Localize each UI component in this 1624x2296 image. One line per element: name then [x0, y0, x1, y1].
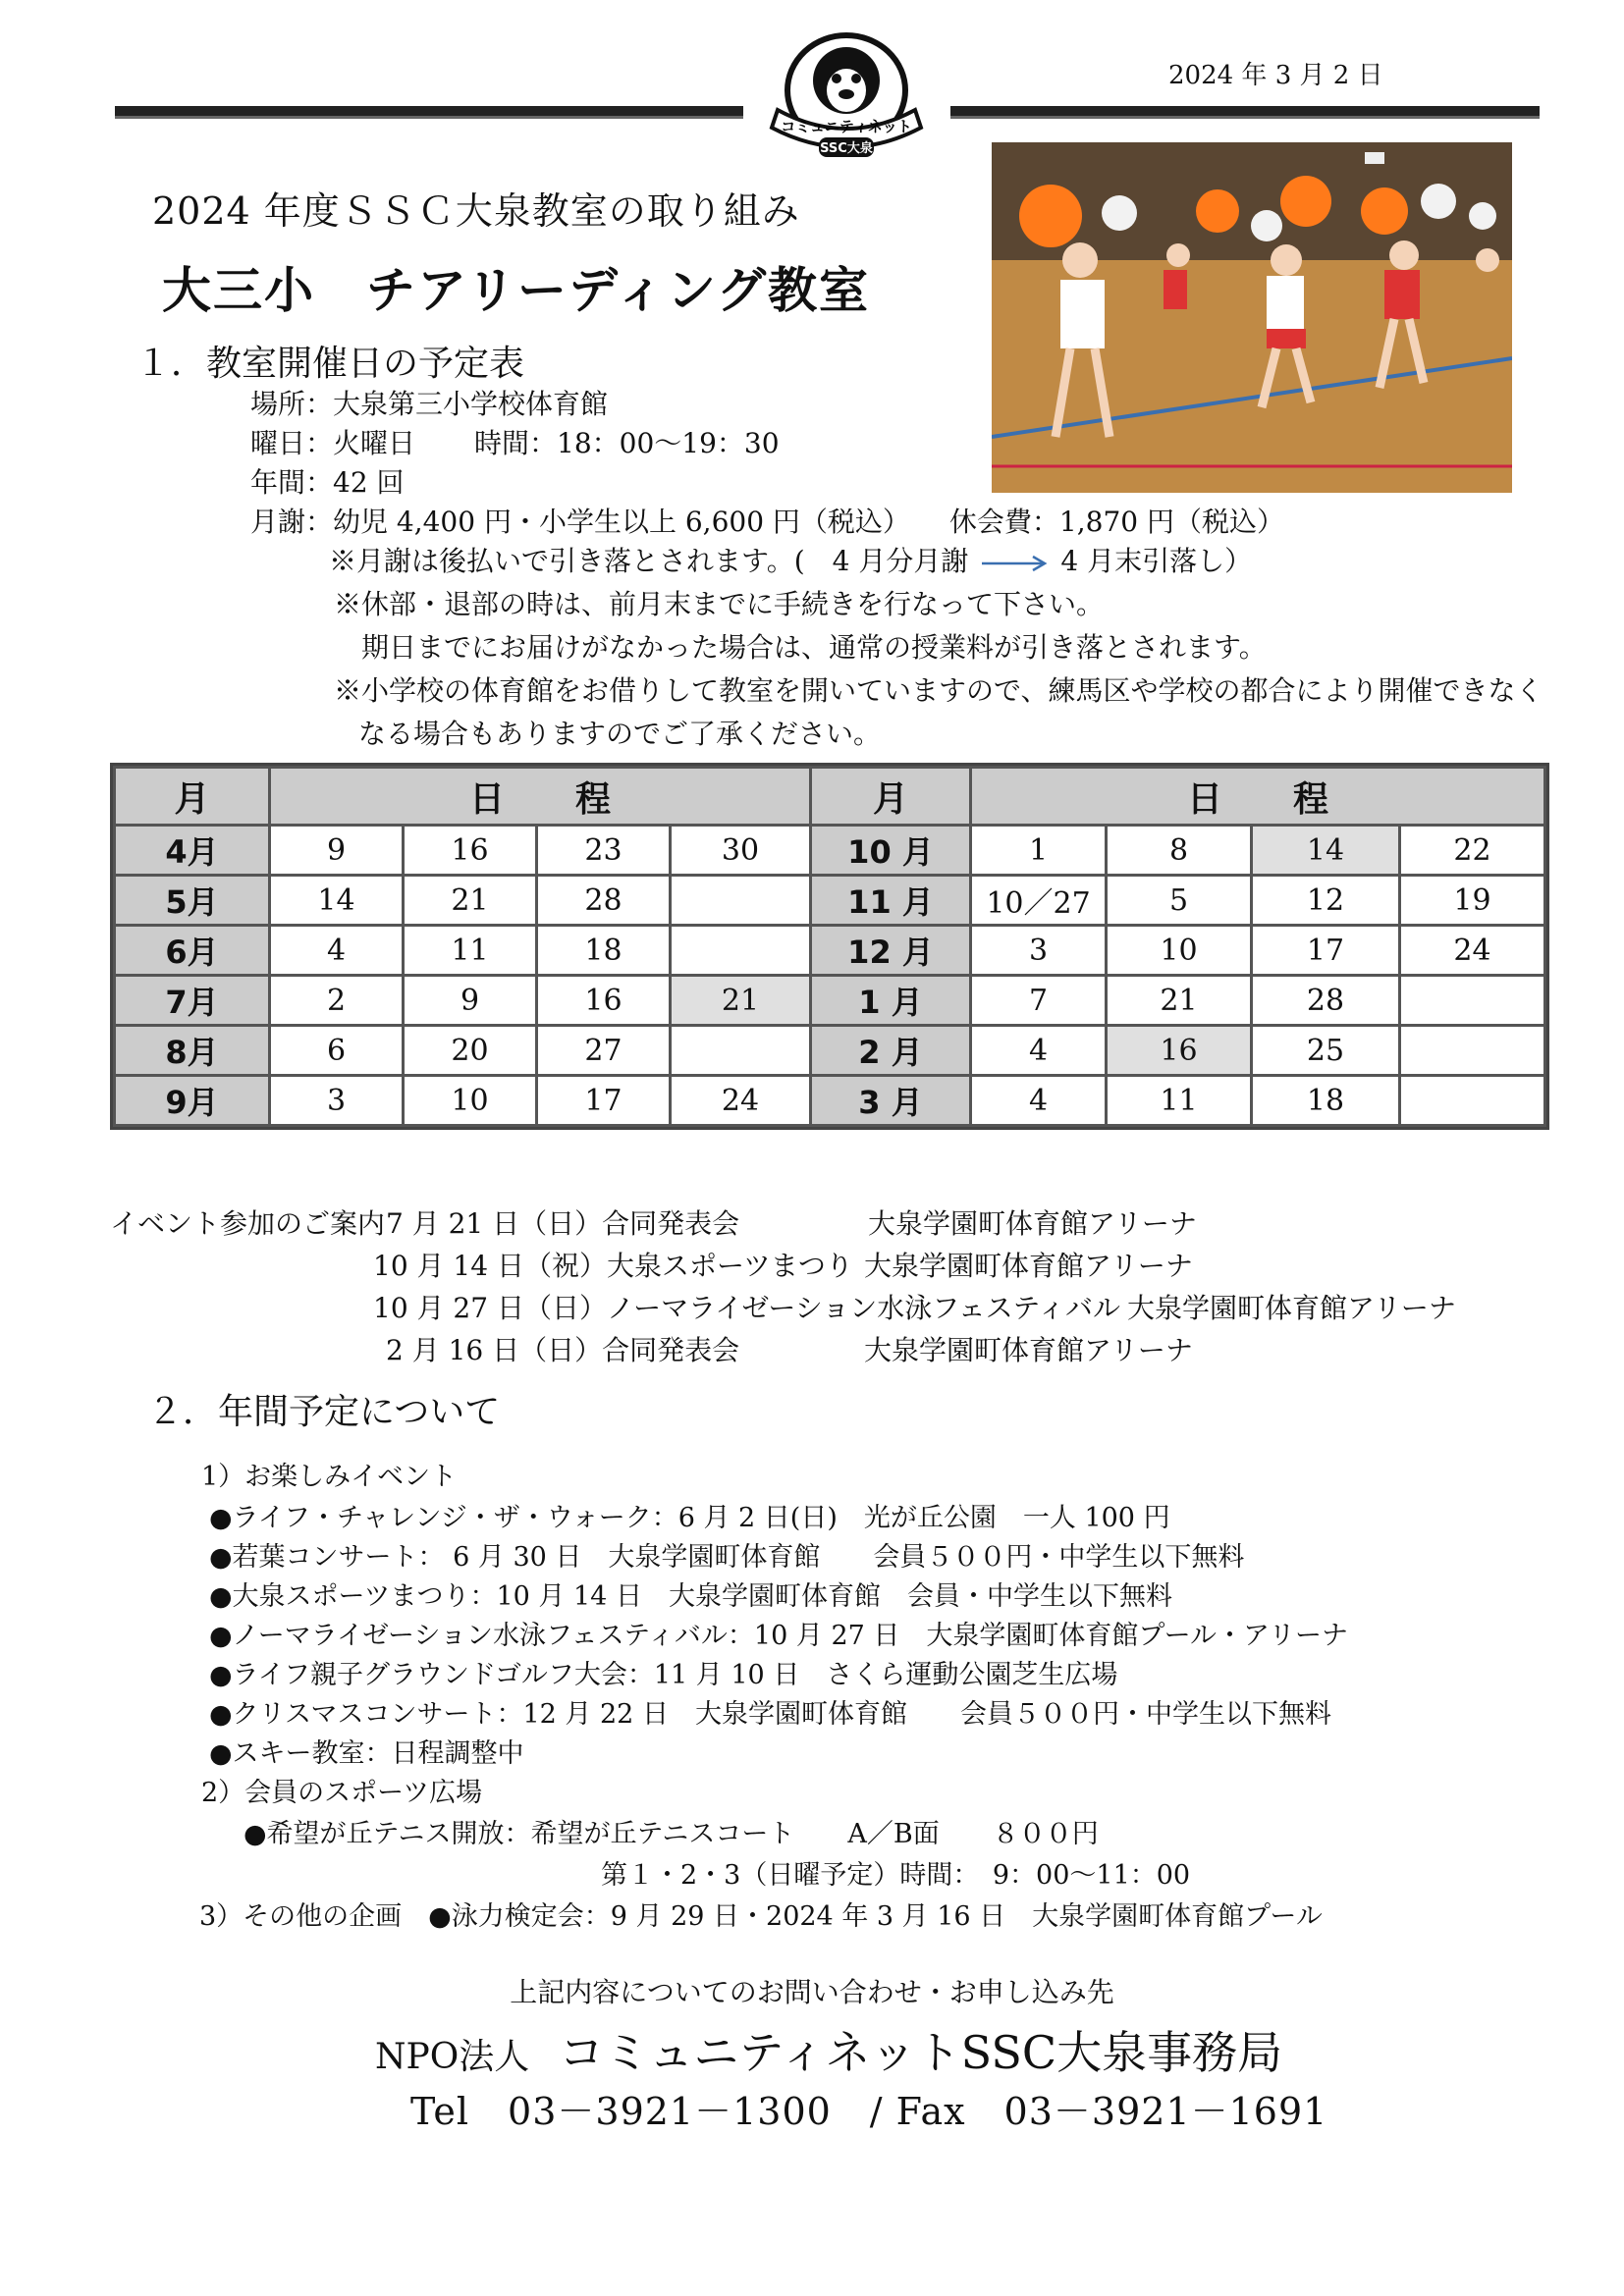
note-deadline: 期日までにお届けがなかった場合は、通常の授業料が引き落とされます。	[361, 631, 1267, 664]
date-cell: 17	[538, 1077, 669, 1124]
event-date: 7 月 21 日（日）合同発表会	[386, 1207, 740, 1240]
day-text: 曜日：火曜日	[250, 427, 416, 459]
date-cell: 16	[538, 977, 669, 1024]
month-cell: 6月	[116, 927, 268, 974]
schedule-row	[116, 827, 1543, 874]
sub-heading-sports: 2）会員のスポーツ広場	[201, 1778, 483, 1808]
date-cell: 4	[972, 1027, 1105, 1074]
fun-event-item: ●ノーマライゼーション水泳フェスティバル：10 月 27 日 大泉学園町体育館プール・アリーナ	[209, 1621, 1348, 1651]
date-cell: 12	[1253, 877, 1398, 924]
schedule-row	[116, 927, 1543, 974]
date-cell: 17	[1253, 927, 1398, 974]
date-cell: 30	[672, 827, 809, 874]
tennis-line2: 第１・2・3（日曜予定）時間： 9：00〜11：00	[601, 1860, 1191, 1891]
page-title: 2024 年度ＳＳＣ大泉教室の取り組み	[152, 189, 800, 233]
org-name: コミュニティネットSSC大泉事務局	[559, 2026, 1283, 2079]
day-time-line	[250, 424, 780, 463]
date-cell: 21	[672, 977, 809, 1024]
date-cell: 25	[1253, 1027, 1398, 1074]
date-cell: 11	[1108, 1077, 1250, 1124]
date-cell	[1401, 1027, 1543, 1074]
note-venue-cont: なる場合もありますのでご了承ください。	[358, 718, 882, 750]
date-cell: 24	[1401, 927, 1543, 974]
schedule-row	[116, 977, 1543, 1024]
month-cell: 3 月	[812, 1077, 969, 1124]
date-cell: 10	[1108, 927, 1250, 974]
schedule-row	[116, 877, 1543, 924]
date-cell: 8	[1108, 827, 1250, 874]
date-cell: 10／27	[972, 877, 1105, 924]
schedule-header-row	[116, 769, 1543, 824]
date-cell	[672, 1027, 809, 1074]
date-cell: 2	[271, 977, 402, 1024]
section1-heading: １．教室開催日の予定表	[135, 344, 525, 384]
date-cell: 9	[405, 977, 535, 1024]
note-payment	[329, 542, 1252, 581]
leave-fee-text: 休会費：1,870 円（税込）	[948, 506, 1284, 538]
header-dates-right: 日 程	[972, 769, 1543, 824]
month-cell: 7月	[116, 977, 268, 1024]
fee-line	[250, 503, 1284, 542]
month-cell: 11 月	[812, 877, 969, 924]
event-date: 2 月 16 日（日）合同発表会	[386, 1334, 740, 1366]
date-cell: 3	[271, 1077, 402, 1124]
annual-count-text: 年間：42 回	[250, 466, 405, 499]
date-cell	[1401, 977, 1543, 1024]
org-prefix: NPO法人	[375, 2037, 530, 2077]
event-venue: 大泉学園町体育館アリーナ	[864, 1250, 1193, 1282]
section2-heading: ２．年間予定について	[147, 1392, 501, 1432]
date-cell: 14	[1253, 827, 1398, 874]
date-cell: 4	[972, 1077, 1105, 1124]
event-guide-label: イベント参加のご案内	[110, 1207, 386, 1240]
date-cell: 1	[972, 827, 1105, 874]
date-cell: 11	[405, 927, 535, 974]
tennis-line1: ●希望が丘テニス開放：希望が丘テニスコート A／B面 ８００円	[244, 1819, 1099, 1849]
date-cell: 16	[1108, 1027, 1250, 1074]
event-venue: 大泉学園町体育館アリーナ	[868, 1207, 1197, 1240]
date-cell: 22	[1401, 827, 1543, 874]
date-cell: 3	[972, 927, 1105, 974]
event-date: 10 月 14 日（祝）大泉スポーツまつり	[373, 1250, 853, 1282]
date-cell: 24	[672, 1077, 809, 1124]
time-text: 時間：18：00〜19：30	[474, 427, 780, 459]
event-venue: 大泉学園町体育館アリーナ	[864, 1334, 1193, 1366]
header-rule-right	[950, 106, 1540, 119]
fun-event-item: ●ライフ親子グラウンドゴルフ大会：11 月 10 日 さくら運動公園芝生広場	[209, 1660, 1118, 1690]
date-cell	[672, 877, 809, 924]
month-cell: 5月	[116, 877, 268, 924]
date-cell: 6	[271, 1027, 402, 1074]
issue-date: 2024 年 3 月 2 日	[1168, 61, 1383, 90]
date-cell: 10	[405, 1077, 535, 1124]
other-plans: 3）その他の企画 ●泳力検定会：9 月 29 日・2024 年 3 月 16 日 大泉学園町体育館プール	[199, 1901, 1323, 1932]
event-venue: 大泉学園町体育館アリーナ	[1127, 1292, 1456, 1324]
month-cell: 12 月	[812, 927, 969, 974]
date-cell: 9	[271, 827, 402, 874]
date-cell	[1401, 1077, 1543, 1124]
month-cell: 2 月	[812, 1027, 969, 1074]
schedule-row	[116, 1027, 1543, 1074]
monthly-fee-text: 月謝：幼児 4,400 円・小学生以上 6,600 円（税込）	[250, 506, 910, 538]
date-cell: 18	[1253, 1077, 1398, 1124]
contact-intro: 上記内容についてのお問い合わせ・お申し込み先	[510, 1976, 1114, 2008]
note-payment-a: ※月謝は後払いで引き落とされます。( 4 月分月謝	[329, 545, 969, 577]
month-cell: 4月	[116, 827, 268, 874]
fun-event-item: ●クリスマスコンサート：12 月 22 日 大泉学園町体育館 会員５００円・中学生以下無料	[209, 1699, 1331, 1730]
header-month-right: 月	[812, 769, 969, 824]
fun-event-item: ●ライフ・チャレンジ・ザ・ウォーク：6 月 2 日(日) 光が丘公園 一人 100 円	[209, 1503, 1170, 1533]
month-cell: 8月	[116, 1027, 268, 1074]
date-cell: 28	[538, 877, 669, 924]
header-rule-left	[115, 106, 743, 119]
month-cell: 1 月	[812, 977, 969, 1024]
logo-sub: SSC大泉	[820, 141, 873, 156]
date-cell: 23	[538, 827, 669, 874]
date-cell: 7	[972, 977, 1105, 1024]
contact-phone: Tel 03－3921－1300 / Fax 03－3921－1691	[410, 2090, 1328, 2133]
date-cell: 19	[1401, 877, 1543, 924]
sub-heading-events: 1）お楽しみイベント	[201, 1462, 458, 1492]
date-cell	[672, 927, 809, 974]
date-cell: 4	[271, 927, 402, 974]
arrow-right-icon	[980, 554, 1049, 573]
date-cell: 21	[1108, 977, 1250, 1024]
date-cell: 28	[1253, 977, 1398, 1024]
note-venue: ※小学校の体育館をお借りして教室を開いていますので、練馬区や学校の都合により開催できなく	[334, 674, 1543, 707]
header-month-left: 月	[116, 769, 268, 824]
place-text: 場所：大泉第三小学校体育館	[250, 388, 609, 420]
date-cell: 18	[538, 927, 669, 974]
date-cell: 21	[405, 877, 535, 924]
logo-text: コミュニティネット	[781, 118, 912, 135]
date-cell: 27	[538, 1027, 669, 1074]
note-withdraw: ※休部・退部の時は、前月末までに手続きを行なって下さい。	[334, 588, 1105, 620]
contact-org	[375, 2017, 1282, 2082]
month-cell: 10 月	[812, 827, 969, 874]
organization-logo	[758, 29, 935, 167]
schedule-row	[116, 1077, 1543, 1124]
cheerleading-photo	[992, 142, 1512, 493]
event-date: 10 月 27 日（日）ノーマライゼーション水泳フェスティバル	[373, 1292, 1121, 1324]
date-cell: 20	[405, 1027, 535, 1074]
fun-event-item: ●若葉コンサート： 6 月 30 日 大泉学園町体育館 会員５００円・中学生以下無料	[209, 1542, 1245, 1573]
schedule-table	[110, 763, 1549, 1130]
class-title: 大三小 チアリーディング教室	[162, 262, 870, 319]
date-cell: 5	[1108, 877, 1250, 924]
note-payment-b: 4 月末引落し）	[1060, 545, 1253, 577]
date-cell: 16	[405, 827, 535, 874]
fun-event-item: ●大泉スポーツまつり：10 月 14 日 大泉学園町体育館 会員・中学生以下無料	[209, 1581, 1172, 1612]
month-cell: 9月	[116, 1077, 268, 1124]
header-dates-left: 日 程	[271, 769, 809, 824]
date-cell: 14	[271, 877, 402, 924]
fun-event-item: ●スキー教室：日程調整中	[209, 1738, 524, 1769]
